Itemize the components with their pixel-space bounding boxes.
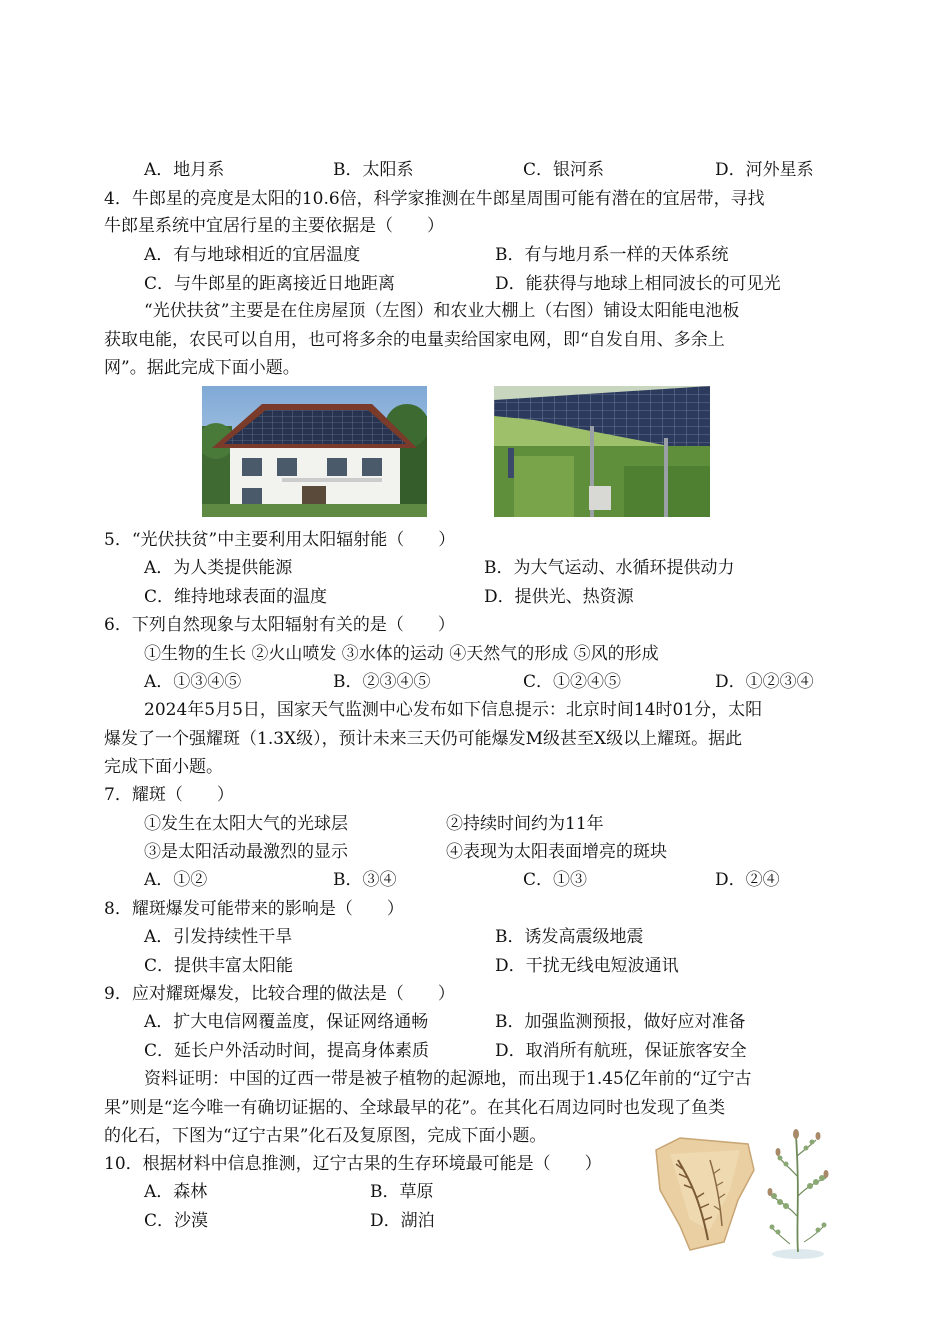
q10-option-b: B．草原 [370,1182,434,1202]
liaoning-fruit-fossil-image [650,1130,760,1255]
passage2-line3: 完成下面小题。 [104,757,223,777]
q6-option-d: D．①②③④ [715,672,814,692]
q6-option-a: A．①③④⑤ [144,672,242,692]
q10-option-d: D．湖泊 [370,1211,435,1231]
liaoning-fruit-reconstruction-image [760,1126,840,1264]
q9-option-d: D．取消所有航班，保证旅客安全 [495,1041,747,1061]
passage1-line3: 网”。据此完成下面小题。 [104,358,300,378]
q10-option-a: A．森林 [144,1182,208,1202]
q4-option-b: B．有与地月系一样的天体系统 [495,245,729,265]
greenhouse-solar-field-photo [494,386,710,517]
q4-option-c: C．与牛郎星的距离接近日地距离 [144,274,396,294]
rooftop-solar-house-photo [202,386,427,517]
q10-stem: 10．根据材料中信息推测，辽宁古果的生存环境最可能是（ ） [104,1154,602,1174]
q4-option-d: D．能获得与地球上相同波长的可见光 [495,274,781,294]
q6-items: ①生物的生长 ②火山喷发 ③水体的运动 ④天然气的形成 ⑤风的形成 [144,644,659,664]
q6-option-b: B．②③④⑤ [333,672,431,692]
q7-stem: 7．耀斑（ ） [104,785,234,805]
passage1-line1: “光伏扶贫”主要是在住房屋顶（左图）和农业大棚上（右图）铺设太阳能电池板 [144,301,740,321]
q9-option-b: B．加强监测预报，做好应对准备 [495,1012,746,1032]
q3-option-a: A．地月系 [144,160,225,180]
q9-option-a: A．扩大电信网覆盖度，保证网络通畅 [144,1012,429,1032]
q8-option-b: B．诱发高震级地震 [495,927,644,947]
passage3-line2: 果”则是“迄今唯一有确切证据的、全球最早的花”。在其化石周边同时也发现了鱼类 [104,1098,726,1118]
q3-option-c: C．银河系 [523,160,605,180]
q5-option-d: D．提供光、热资源 [484,587,634,607]
passage3-line3: 的化石，下图为“辽宁古果”化石及复原图，完成下面小题。 [104,1126,547,1146]
passage1-line2: 获取电能，农民可以自用，也可将多余的电量卖给国家电网，即“自发自用、多余上 [104,330,725,350]
q7-item-2: ②持续时间约为11年 [446,814,604,834]
passage3-line1: 资料证明：中国的辽西一带是被子植物的起源地，而出现于1.45亿年前的“辽宁古 [144,1069,752,1089]
passage2-line1: 2024年5月5日，国家天气监测中心发布如下信息提示：北京时间14时01分，太阳 [144,700,763,720]
q5-stem: 5．“光伏扶贫”中主要利用太阳辐射能（ ） [104,530,456,550]
q7-option-a: A．①② [144,870,208,890]
q8-option-c: C．提供丰富太阳能 [144,956,294,976]
q7-option-d: D．②④ [715,870,780,890]
q9-stem: 9．应对耀斑爆发，比较合理的做法是（ ） [104,984,455,1004]
q4-stem-line2: 牛郎星系统中宜居行星的主要依据是（ ） [104,216,444,236]
q5-option-a: A．为人类提供能源 [144,558,293,578]
q3-option-b: B．太阳系 [333,160,414,180]
q8-option-d: D．干扰无线电短波通讯 [495,956,679,976]
q4-option-a: A．有与地球相近的宜居温度 [144,245,361,265]
q9-option-c: C．延长户外活动时间，提高身体素质 [144,1041,430,1061]
q7-item-4: ④表现为太阳表面增亮的斑块 [446,842,667,862]
q3-option-d: D．河外星系 [715,160,814,180]
q6-stem: 6．下列自然现象与太阳辐射有关的是（ ） [104,615,455,635]
q7-option-b: B．③④ [333,870,397,890]
passage2-line2: 爆发了一个强耀斑（1.3X级），预计未来三天仍可能爆发M级甚至X级以上耀斑。据此 [104,729,743,749]
q7-item-3: ③是太阳活动最激烈的显示 [144,842,348,862]
q10-option-c: C．沙漠 [144,1211,209,1231]
q7-item-1: ①发生在太阳大气的光球层 [144,814,348,834]
q6-option-c: C．①②④⑤ [523,672,622,692]
q8-option-a: A．引发持续性干旱 [144,927,293,947]
q8-stem: 8．耀斑爆发可能带来的影响是（ ） [104,899,404,919]
q5-option-b: B．为大气运动、水循环提供动力 [484,558,735,578]
q4-stem-line1: 4．牛郎星的亮度是太阳的10.6倍，科学家推测在牛郎星周围可能有潜在的宜居带，寻找 [104,189,765,209]
q7-option-c: C．①③ [523,870,588,890]
q5-option-c: C．维持地球表面的温度 [144,587,328,607]
